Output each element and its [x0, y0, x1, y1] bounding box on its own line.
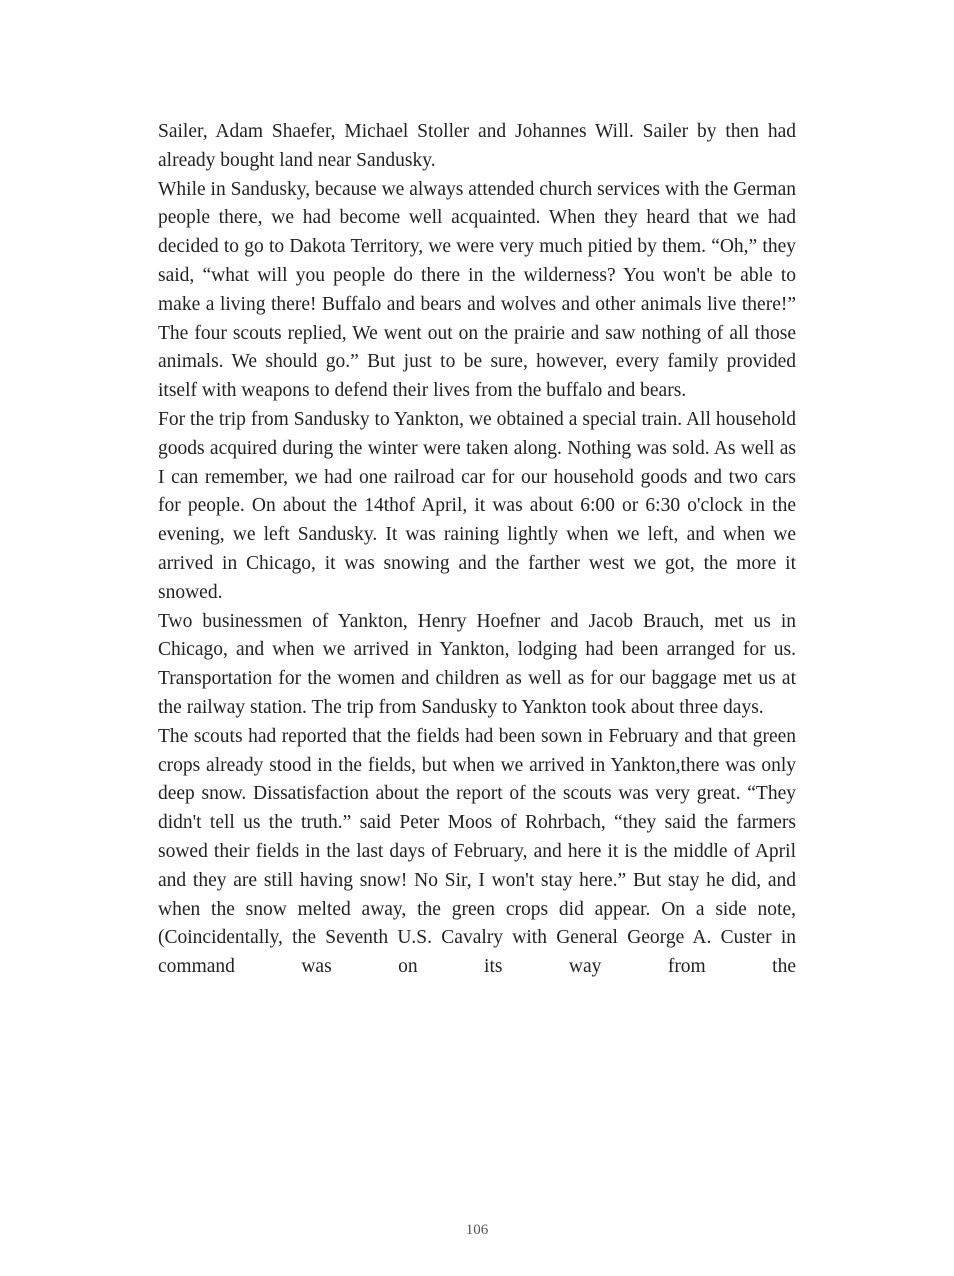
paragraph: Sailer, Adam Shaefer, Michael Stoller and Johannes Will. Sailer by then had already bought land near Sandusky. — [158, 121, 796, 171]
page-text — [158, 118, 796, 982]
paragraph: For the trip from Sandusky to Yankton, we obtained a special train. All household goods acquired during the winter were taken along. Nothing was sold. As well as I can remember, we had one railroad car for our household goods and two cars for people. On about the 14thof April, it was about 6:00 or 6:30 o'clock in the evening, we left Sandusky. It was raining lightly when we left, and when we arrived in Chicago, it was snowing and the farther west we got, the more it snowed. — [158, 408, 796, 603]
paragraph: Two businessmen of Yankton, Henry Hoefner and Jacob Brauch, met us in Chicago, and when we arrived in Yankton, lodging had been arranged for us. Transportation for the women and children as well as for our baggage met us at the railway station. The trip from Sandusky to Yankton took about three days. — [158, 610, 796, 718]
paragraph: While in Sandusky, because we always attended church services with the German people there, we had become well acquainted. When they heard that we had decided to go to Dakota Territory, we were very much pitied by them. “Oh,” they said, “what will you people do there in the wilderness? You won't be able to make a living there! Buffalo and bears and wolves and other animals live there!” The four scouts replied, We went out on the prairie and saw nothing of all those animals. We should go.” But just to be sure, however, every family provided itself with weapons to defend their lives from the buffalo and bears. — [158, 178, 796, 402]
page-number: 106 — [465, 1222, 489, 1238]
paragraph: The scouts had reported that the fields had been sown in February and that green crops already stood in the fields, but when we arrived in Yankton,there was only deep snow. Dissatisfaction about the report of the scouts was very great. “They didn't tell us the truth.” said Peter Moos of Rohrbach, “they said the farmers sowed their fields in the last days of February, and here it is the middle of April and they are still having snow! No Sir, I won't stay here.” But stay he did, and when the snow melted away, the green crops did appear. On a side note, (Coincidentally, the Seventh U.S. Cavalry with General George A. Custer in command was on its way from the — [158, 725, 796, 978]
